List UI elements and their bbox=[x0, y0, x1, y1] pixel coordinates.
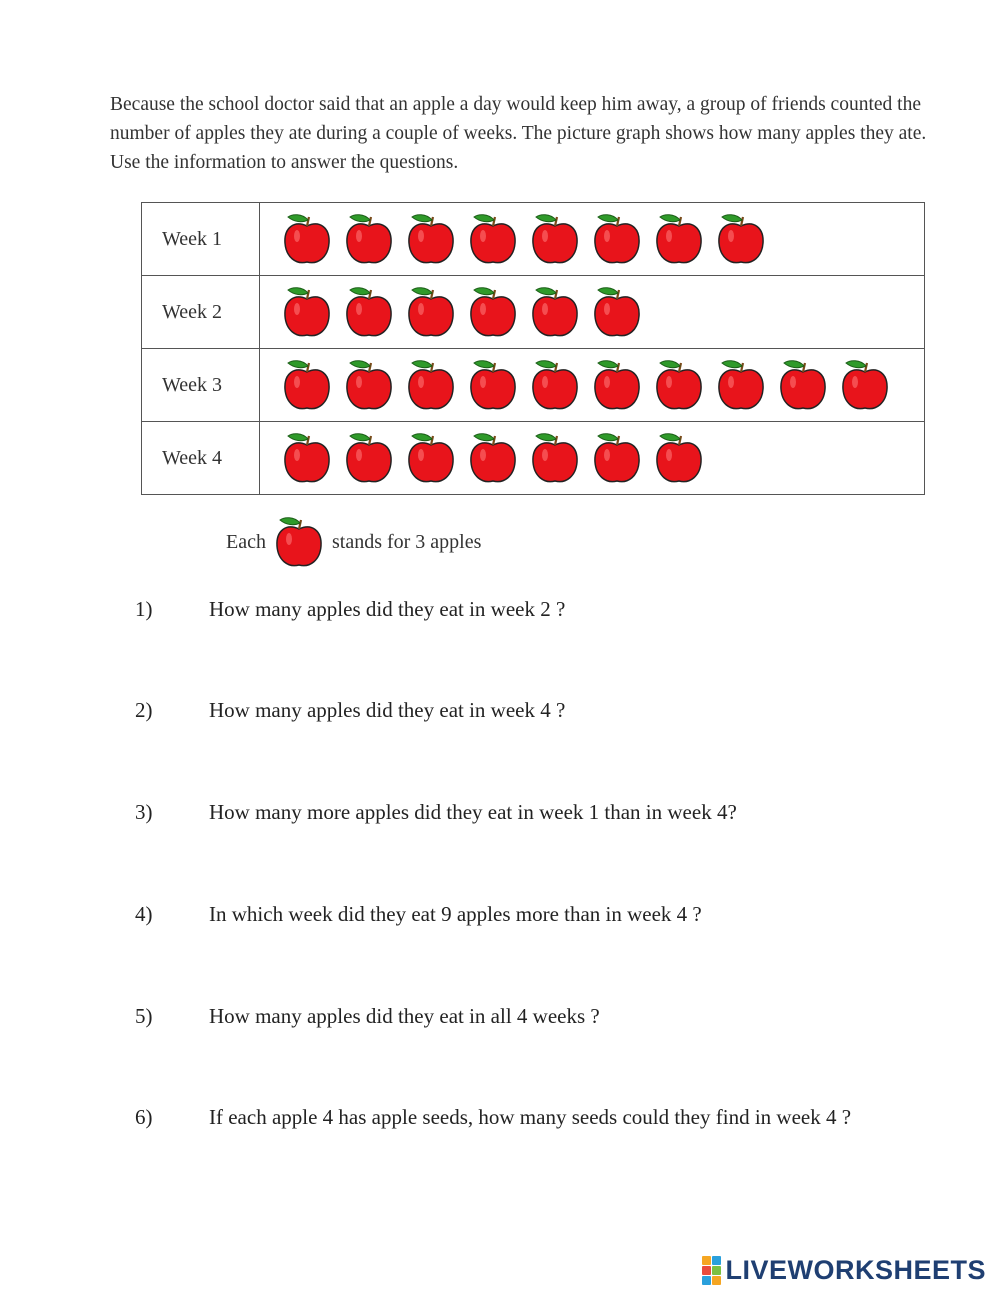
pictograph-row bbox=[142, 276, 925, 349]
question-4 bbox=[135, 899, 869, 929]
apple-icon bbox=[654, 212, 704, 266]
question-2 bbox=[135, 695, 869, 725]
question-text: How many apples did they eat in all 4 weeks ? bbox=[209, 1004, 600, 1028]
pictograph-row bbox=[142, 203, 925, 276]
question-number: 5) bbox=[135, 1004, 153, 1028]
question-5 bbox=[135, 1001, 869, 1031]
apple-icon bbox=[282, 431, 332, 485]
question-1 bbox=[135, 594, 869, 624]
apple-row bbox=[282, 349, 924, 421]
key-suffix: stands for 3 apples bbox=[331, 530, 482, 553]
apple-icon bbox=[592, 431, 642, 485]
question-number: 6) bbox=[135, 1105, 153, 1129]
apple-icon bbox=[592, 285, 642, 339]
apple-icon bbox=[406, 285, 456, 339]
apple-icon bbox=[592, 358, 642, 412]
apple-icon bbox=[344, 212, 394, 266]
row-label: Week 3 bbox=[142, 349, 260, 422]
apple-icon bbox=[282, 358, 332, 412]
apple-icon bbox=[406, 358, 456, 412]
pictograph-row bbox=[142, 422, 925, 495]
question-number: 4) bbox=[135, 902, 153, 926]
apple-row bbox=[282, 276, 924, 348]
logo-icon bbox=[702, 1256, 721, 1285]
intro-text: Because the school doctor said that an apple a day would keep him away, a group of friends counted the number of apples they ate during a couple of weeks. The picture graph shows how many apples they ate. Use the information to answer the questions. bbox=[110, 94, 927, 173]
row-label: Week 1 bbox=[142, 203, 260, 276]
question-3 bbox=[135, 797, 869, 827]
question-text: In which week did they eat 9 apples more than in week 4 ? bbox=[209, 902, 702, 926]
pictograph bbox=[141, 202, 925, 495]
apple-icon bbox=[344, 285, 394, 339]
apple-icon bbox=[530, 285, 580, 339]
apple-icon bbox=[468, 212, 518, 266]
question-number: 2) bbox=[135, 698, 153, 722]
apple-icon bbox=[840, 358, 890, 412]
apple-icon bbox=[468, 358, 518, 412]
apple-icon bbox=[274, 514, 324, 570]
apple-icon bbox=[468, 431, 518, 485]
apple-icon bbox=[654, 431, 704, 485]
pictograph-row bbox=[142, 349, 925, 422]
apple-icon bbox=[592, 212, 642, 266]
apple-icon bbox=[406, 431, 456, 485]
pictograph-key bbox=[226, 514, 481, 570]
apple-row bbox=[282, 422, 924, 494]
apple-icon bbox=[282, 212, 332, 266]
question-number: 3) bbox=[135, 800, 153, 824]
key-prefix: Each bbox=[226, 530, 266, 553]
question-text: How many more apples did they eat in week 1 than in week 4? bbox=[209, 800, 737, 824]
apple-icon bbox=[344, 358, 394, 412]
row-label: Week 4 bbox=[142, 422, 260, 495]
question-number: 1) bbox=[135, 597, 153, 621]
apple-icon bbox=[530, 212, 580, 266]
apple-icon bbox=[530, 431, 580, 485]
brand-text: LIVEWORKSHEETS bbox=[725, 1254, 986, 1285]
liveworksheets-logo bbox=[702, 1253, 986, 1287]
question-text: How many apples did they eat in week 2 ? bbox=[209, 597, 566, 621]
apple-icon bbox=[530, 358, 580, 412]
question-text: How many apples did they eat in week 4 ? bbox=[209, 698, 566, 722]
apple-icon bbox=[282, 285, 332, 339]
apple-icon bbox=[716, 358, 766, 412]
apple-icon bbox=[468, 285, 518, 339]
apple-icon bbox=[716, 212, 766, 266]
apple-row bbox=[282, 203, 924, 275]
question-text: If each apple 4 has apple seeds, how many seeds could they find in week 4 ? bbox=[209, 1105, 852, 1129]
apple-icon bbox=[654, 358, 704, 412]
apple-icon bbox=[406, 212, 456, 266]
question-6 bbox=[135, 1102, 869, 1132]
apple-icon bbox=[778, 358, 828, 412]
apple-icon bbox=[344, 431, 394, 485]
row-label: Week 2 bbox=[142, 276, 260, 349]
